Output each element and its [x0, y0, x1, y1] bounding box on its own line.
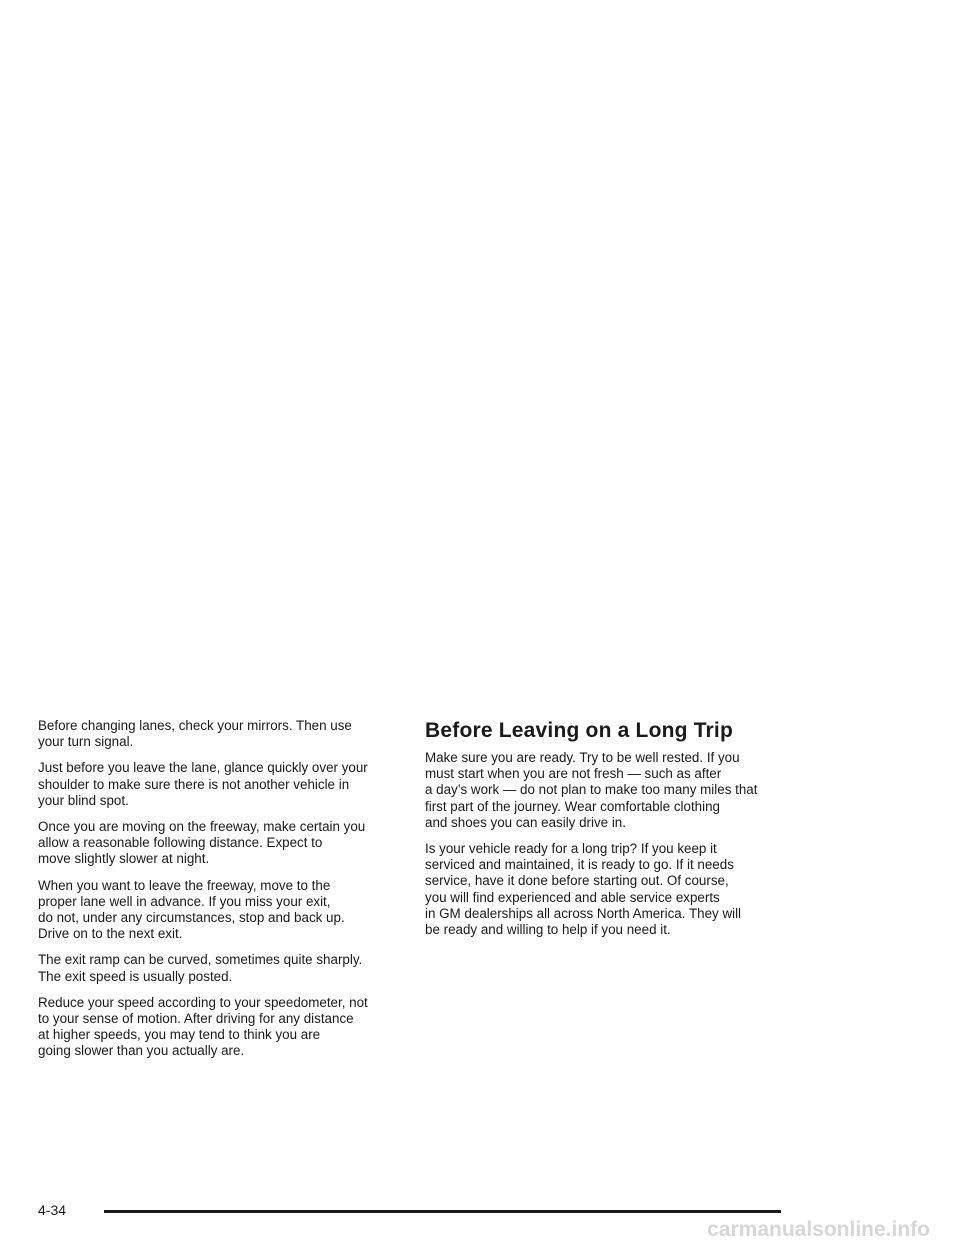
right-column: [425, 718, 797, 948]
paragraph-leaving-freeway: When you want to leave the freeway, move to the proper lane well in advance. If you miss your exit, do not, under any circumstances, stop and back up. Drive on to the next exit.: [38, 877, 345, 942]
paragraph-exit-ramp: The exit ramp can be curved, sometimes quite sharply. The exit speed is usually posted.: [38, 952, 363, 984]
page-number: 4-34: [38, 1202, 67, 1218]
watermark: carmanualsonline.info: [707, 1218, 930, 1241]
paragraph-be-ready: Make sure you are ready. Try to be well rested. If you must start when you are not fresh — such as after a day’s work — do not plan to make too many miles that first part of the journey. Wear comfortable clothing and shoes you can easily drive in.: [425, 750, 758, 830]
paragraph-blind-spot: Just before you leave the lane, glance quickly over your shoulder to make sure there is not another vehicle in your blind spot.: [38, 760, 368, 808]
section-heading: Before Leaving on a Long Trip: [425, 719, 733, 742]
left-column: [38, 718, 410, 1070]
paragraph-following-distance: Once you are moving on the freeway, make certain you allow a reasonable following distance. Expect to move slightly slower at night.: [38, 819, 366, 867]
footer-rule: [104, 1210, 781, 1213]
paragraph-reduce-speed: Reduce your speed according to your speedometer, not to your sense of motion. After driving for any distance at higher speeds, you may tend to think you are going slower than you actually are.: [38, 994, 368, 1059]
paragraph-changing-lanes: Before changing lanes, check your mirrors. Then use your turn signal.: [38, 718, 352, 750]
paragraph-vehicle-ready: Is your vehicle ready for a long trip? If you keep it serviced and maintained, it is ready to go. If it needs service, have it done before starting out. Of course, you will find experienced and able service experts in GM dealerships all across North America. They will be ready and willing to help if you need it.: [425, 841, 742, 938]
